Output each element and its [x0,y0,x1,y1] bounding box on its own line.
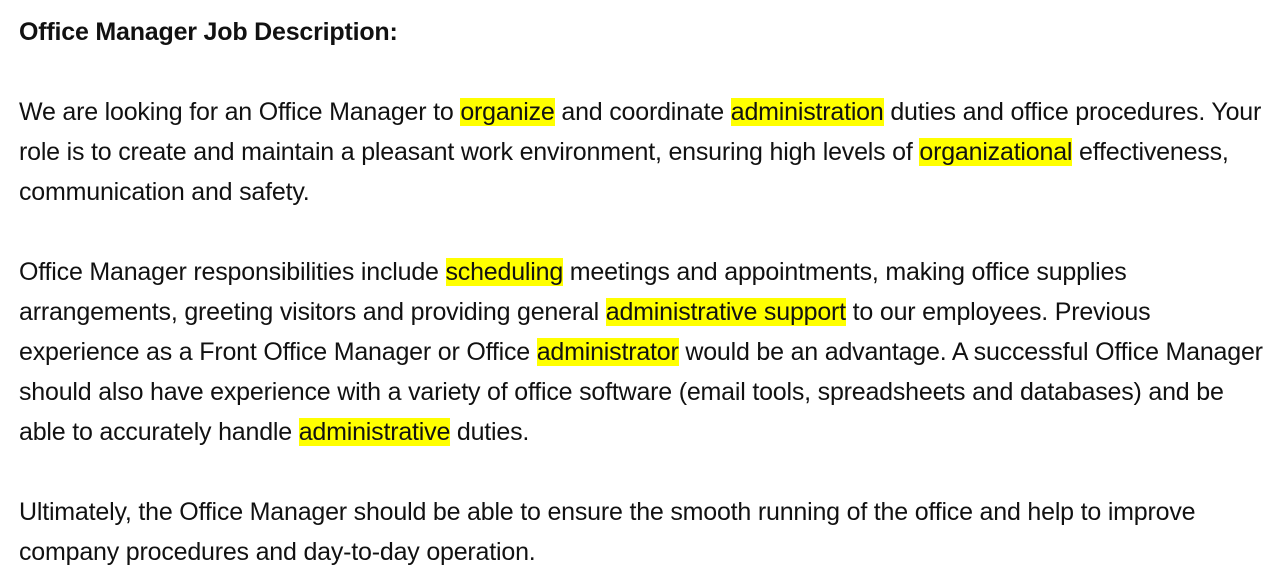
text-run: and coordinate [554,98,731,126]
highlighted-keyword: administrative support [605,298,846,326]
highlighted-keyword: administration [730,98,884,126]
document-title: Office Manager Job Description: [19,18,398,46]
highlighted-keyword: scheduling [445,258,564,286]
paragraph-responsibilities [19,252,1269,452]
highlighted-keyword: administrator [536,338,679,366]
text-run: to our employees. Previous experience as a Front Office Manager or Office [19,298,1151,366]
text-run: duties and office procedures. Your role is to create and maintain a pleasant work environment, ensuring high levels of [19,98,1262,166]
text-run: meetings and appointments, making office supplies arrangements, greeting visitors and providing general [19,258,1127,326]
text-run: We are looking for an Office Manager to [19,98,461,126]
paragraph-intro [19,92,1269,212]
highlighted-keyword: organizational [919,138,1073,166]
text-run: duties. [450,418,530,446]
text-run: effectiveness, communication and safety. [19,138,1229,206]
paragraph-conclusion [19,492,1269,572]
document-body [19,12,1269,572]
text-run: would be an advantage. A successful Office Manager should also have experience with a variety of office software (email tools, spreadsheets and databases) and be able to accurately handle [19,338,1263,446]
highlighted-keyword: organize [460,98,555,126]
highlighted-keyword: administrative [298,418,451,446]
text-run: Ultimately, the Office Manager should be able to ensure the smooth running of the office and help to improve company procedures and day-to-day operation. [19,498,1196,566]
text-run: Office Manager responsibilities include [19,258,446,286]
